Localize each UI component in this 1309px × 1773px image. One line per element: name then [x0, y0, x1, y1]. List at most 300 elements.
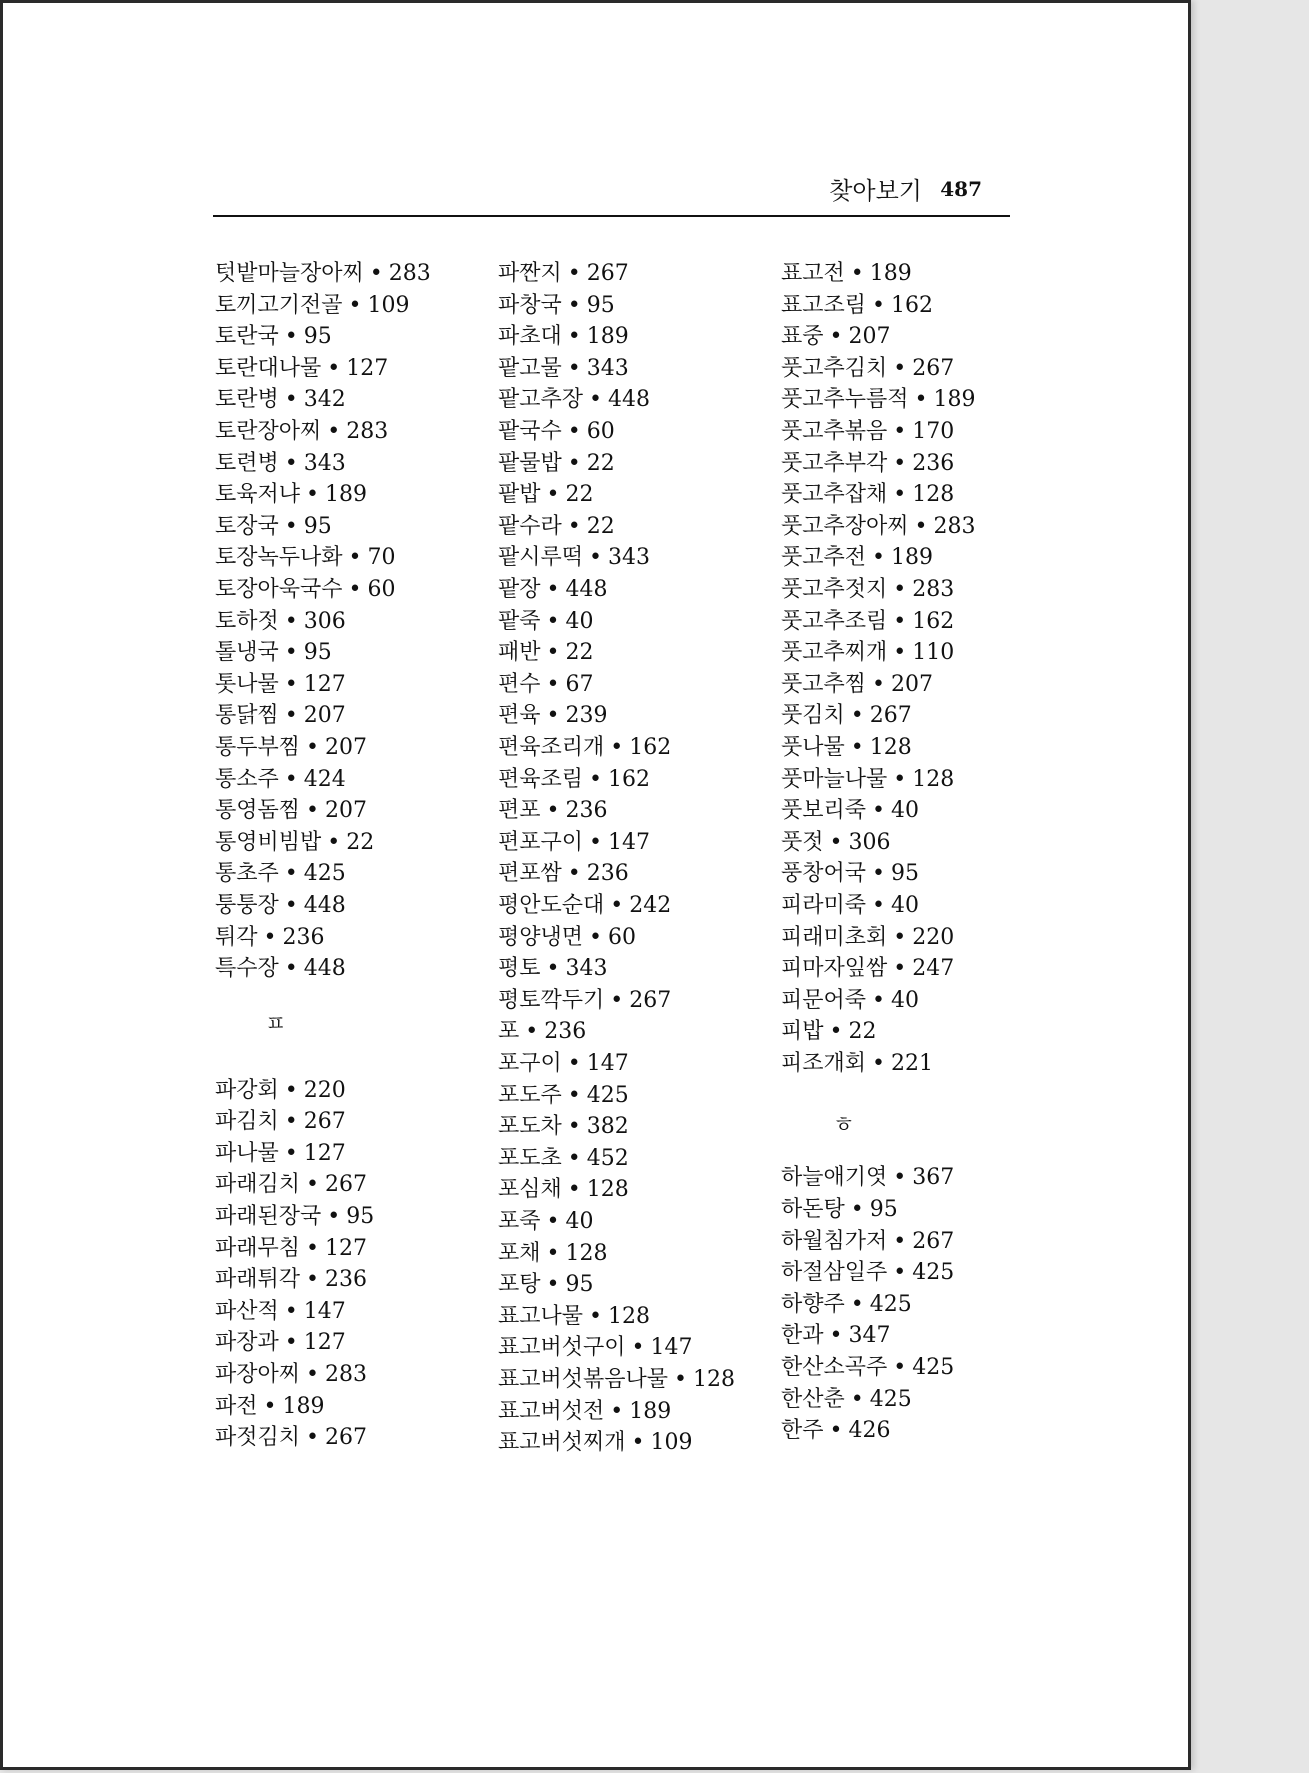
bullet-separator: •	[893, 577, 907, 602]
bullet-separator: •	[306, 1267, 319, 1293]
entry-page: 110	[912, 640, 955, 666]
entry-page: 170	[912, 419, 955, 444]
index-entry	[498, 1144, 629, 1174]
index-entry	[215, 512, 332, 542]
entry-page: 236	[565, 798, 608, 824]
bullet-separator: •	[546, 482, 560, 508]
entry-page: 267	[912, 1228, 955, 1254]
entry-name: 표고나물	[498, 1303, 584, 1329]
entry-page: 40	[891, 798, 919, 824]
index-entry	[215, 1139, 346, 1169]
entry-page: 127	[346, 355, 389, 381]
bullet-separator: •	[589, 766, 602, 792]
entry-name: 포도주	[498, 1082, 562, 1108]
entry-page: 236	[282, 924, 325, 950]
entry-page: 306	[848, 829, 891, 855]
entry-page: 448	[303, 956, 346, 982]
index-entry	[498, 1397, 671, 1427]
entry-page: 283	[933, 513, 976, 539]
entry-name: 토장아욱국수	[215, 577, 343, 602]
index-entry	[781, 1258, 954, 1288]
entry-page: 189	[586, 324, 629, 350]
entry-name: 파창국	[498, 292, 562, 318]
bullet-separator: •	[284, 387, 298, 413]
entry-name: 풋마늘나물	[781, 766, 888, 792]
entry-name: 평토	[498, 956, 541, 982]
bullet-separator: •	[546, 703, 560, 729]
index-entry	[215, 354, 388, 384]
entry-name: 하돈탕	[781, 1197, 845, 1222]
entry-name: 포도차	[498, 1114, 562, 1140]
index-entry	[498, 1365, 735, 1395]
entry-page: 247	[912, 956, 955, 982]
entry-page: 67	[565, 671, 594, 697]
entry-name: 풋고추젓지	[781, 577, 888, 602]
entry-page: 109	[650, 1430, 693, 1456]
entry-page: 220	[303, 1077, 346, 1103]
entry-page: 147	[608, 829, 650, 855]
entry-name: 표중	[781, 324, 824, 350]
entry-page: 425	[586, 1082, 629, 1108]
entry-name: 파래무침	[215, 1235, 301, 1261]
entry-page: 236	[544, 1019, 587, 1045]
index-entry	[781, 923, 954, 953]
entry-name: 파장아찌	[215, 1362, 301, 1387]
bullet-separator: •	[284, 640, 298, 666]
bullet-separator: •	[306, 735, 319, 760]
entry-name: 편수	[498, 671, 541, 697]
bullet-separator: •	[610, 735, 624, 760]
index-entry	[498, 638, 594, 668]
entry-page: 221	[891, 1051, 933, 1076]
entry-name: 피문어죽	[781, 987, 867, 1013]
index-entry	[498, 449, 615, 479]
index-entry	[781, 1416, 891, 1446]
entry-name: 팥물밥	[498, 450, 562, 476]
bullet-separator: •	[567, 1177, 581, 1203]
index-entry	[215, 670, 346, 700]
bullet-separator: •	[589, 387, 602, 413]
index-entry	[781, 701, 912, 731]
index-entry	[498, 1270, 594, 1300]
bullet-separator: •	[546, 608, 560, 634]
entry-name: 풋고추누름적	[781, 387, 909, 413]
bullet-separator: •	[850, 735, 864, 760]
index-entry	[781, 733, 912, 763]
bullet-separator: •	[872, 861, 885, 887]
entry-name: 파젓김치	[215, 1425, 301, 1451]
entry-name: 하절삼일주	[781, 1260, 888, 1286]
bullet-separator: •	[567, 513, 581, 539]
bullet-separator: •	[893, 482, 907, 508]
entry-name: 파장과	[215, 1330, 279, 1356]
entry-page: 95	[303, 513, 332, 539]
entry-page: 367	[912, 1165, 955, 1191]
entry-page: 95	[565, 1272, 594, 1298]
bullet-separator: •	[850, 1386, 864, 1412]
entry-name: 풋고추김치	[781, 355, 888, 381]
index-entry	[215, 1107, 346, 1137]
entry-page: 267	[629, 987, 672, 1013]
index-entry	[215, 1076, 346, 1106]
entry-page: 127	[303, 671, 346, 697]
entry-page: 22	[848, 1019, 877, 1045]
entry-page: 343	[565, 956, 608, 982]
entry-name: 편육조림	[498, 766, 584, 792]
entry-name: 한산소곡주	[781, 1355, 888, 1380]
entry-name: 파래된장국	[215, 1204, 322, 1229]
entry-name: 통초주	[215, 861, 279, 887]
entry-name: 포	[498, 1019, 520, 1045]
entry-page: 267	[586, 261, 629, 286]
entry-name: 통닭찜	[215, 703, 279, 729]
index-entry	[781, 1195, 898, 1225]
bullet-separator: •	[829, 829, 843, 855]
index-entry	[781, 859, 919, 889]
entry-name: 통영돔찜	[215, 798, 301, 824]
index-entry	[498, 1239, 608, 1269]
entry-name: 한과	[781, 1323, 824, 1349]
entry-name: 피밥	[781, 1019, 824, 1045]
bullet-separator: •	[306, 798, 319, 824]
index-entry	[781, 670, 933, 700]
entry-name: 팥밥	[498, 482, 541, 508]
entry-page: 127	[325, 1235, 367, 1261]
entry-page: 189	[933, 387, 976, 413]
entry-page: 347	[848, 1323, 891, 1349]
bullet-separator: •	[348, 292, 362, 318]
index-entry	[215, 1392, 325, 1422]
index-entry	[215, 1423, 367, 1453]
entry-page: 70	[367, 545, 396, 571]
entry-page: 40	[891, 987, 919, 1013]
entry-name: 표고전	[781, 261, 845, 286]
entry-name: 튀각	[215, 924, 258, 950]
entry-name: 포죽	[498, 1209, 541, 1234]
bullet-separator: •	[850, 261, 864, 286]
entry-name: 패반	[498, 640, 541, 666]
entry-name: 포도초	[498, 1145, 562, 1171]
entry-name: 피라미죽	[781, 893, 867, 918]
entry-name: 파래튀각	[215, 1267, 301, 1293]
bullet-separator: •	[610, 1398, 624, 1424]
entry-name: 표고버섯구이	[498, 1335, 626, 1361]
index-entry	[781, 1290, 912, 1320]
entry-page: 283	[346, 419, 389, 444]
bullet-separator: •	[893, 608, 907, 634]
entry-name: 파김치	[215, 1109, 279, 1135]
entry-name: 팥국수	[498, 419, 562, 444]
index-entry	[498, 607, 594, 637]
index-entry	[498, 1017, 586, 1047]
bullet-separator: •	[284, 861, 298, 887]
entry-name: 평토깍두기	[498, 987, 605, 1013]
entry-name: 파산적	[215, 1298, 279, 1324]
bullet-separator: •	[872, 987, 885, 1013]
index-entry	[498, 1175, 629, 1205]
index-entry	[781, 575, 954, 605]
index-entry	[498, 1081, 629, 1111]
header-title: 찾아보기	[829, 177, 922, 205]
entry-page: 22	[565, 482, 594, 508]
bullet-separator: •	[546, 956, 560, 982]
bullet-separator: •	[589, 924, 602, 950]
bullet-separator: •	[284, 513, 298, 539]
index-entry	[498, 670, 594, 700]
bullet-separator: •	[567, 324, 581, 350]
bullet-separator: •	[546, 640, 560, 666]
index-entry	[215, 701, 346, 731]
index-entry	[215, 1328, 346, 1358]
bullet-separator: •	[872, 893, 885, 918]
entry-name: 풋고추전	[781, 545, 867, 571]
index-entry	[781, 954, 954, 984]
bullet-separator: •	[893, 1165, 907, 1191]
entry-page: 95	[869, 1197, 898, 1222]
index-entry	[498, 1112, 629, 1142]
bullet-separator: •	[893, 1260, 907, 1286]
bullet-separator: •	[893, 450, 907, 476]
index-entry	[498, 417, 615, 447]
index-entry	[215, 1170, 367, 1200]
entry-name: 파초대	[498, 324, 562, 350]
index-entry	[215, 733, 367, 763]
entry-page: 22	[586, 513, 615, 539]
entry-page: 267	[303, 1109, 346, 1135]
entry-page: 242	[629, 893, 672, 918]
index-entry	[781, 765, 954, 795]
entry-name: 풋젓	[781, 829, 824, 855]
index-entry	[215, 259, 431, 289]
index-entry	[215, 1234, 367, 1264]
index-entry	[781, 1353, 954, 1383]
entry-page: 189	[629, 1398, 672, 1424]
entry-name: 포탕	[498, 1272, 541, 1298]
bullet-separator: •	[306, 1235, 319, 1261]
entry-name: 편육조리개	[498, 735, 605, 760]
index-entry	[781, 385, 976, 415]
bullet-separator: •	[284, 893, 298, 918]
entry-page: 22	[565, 640, 594, 666]
bullet-separator: •	[284, 1140, 298, 1166]
bullet-separator: •	[327, 355, 341, 381]
entry-page: 343	[586, 355, 629, 381]
entry-page: 267	[325, 1172, 367, 1198]
entry-page: 128	[586, 1177, 629, 1203]
index-entry	[498, 986, 671, 1016]
index-entry	[781, 796, 919, 826]
entry-name: 통두부찜	[215, 735, 301, 760]
entry-page: 239	[565, 703, 608, 729]
entry-name: 풋고추조림	[781, 608, 888, 634]
index-entry	[781, 891, 919, 921]
bullet-separator: •	[546, 1272, 560, 1298]
bullet-separator: •	[284, 1298, 298, 1324]
bullet-separator: •	[850, 703, 864, 729]
entry-name: 파전	[215, 1393, 258, 1419]
entry-name: 토장녹두나화	[215, 545, 343, 571]
bullet-separator: •	[306, 1172, 319, 1198]
entry-page: 95	[586, 292, 615, 318]
entry-page: 426	[848, 1418, 891, 1444]
entry-page: 342	[303, 387, 346, 413]
entry-name: 표고조림	[781, 292, 867, 318]
entry-page: 452	[586, 1145, 629, 1171]
entry-name: 토장국	[215, 513, 279, 539]
entry-page: 448	[608, 387, 650, 413]
entry-page: 343	[608, 545, 650, 571]
entry-name: 표고버섯찌개	[498, 1430, 626, 1456]
entry-page: 207	[891, 671, 933, 697]
index-entry	[215, 1360, 367, 1390]
index-entry	[498, 322, 629, 352]
index-entry	[498, 543, 650, 573]
entry-name: 팥시루떡	[498, 545, 584, 571]
entry-name: 편포쌈	[498, 861, 562, 887]
entry-page: 207	[848, 324, 891, 350]
section-letter: ㅍ	[265, 1011, 287, 1037]
entry-page: 267	[912, 355, 955, 381]
bullet-separator: •	[306, 1362, 319, 1387]
entry-page: 128	[565, 1240, 608, 1266]
bullet-separator: •	[546, 1240, 560, 1266]
index-entry	[781, 543, 933, 573]
entry-name: 풋고추잡채	[781, 482, 888, 508]
bullet-separator: •	[829, 1323, 843, 1349]
entry-name: 풋나물	[781, 735, 845, 760]
bullet-separator: •	[327, 1204, 341, 1229]
entry-page: 425	[912, 1355, 955, 1380]
index-entry	[781, 986, 919, 1016]
entry-name: 한주	[781, 1418, 824, 1444]
entry-page: 425	[869, 1386, 912, 1412]
bullet-separator: •	[872, 798, 885, 824]
bullet-separator: •	[306, 1425, 319, 1451]
bullet-separator: •	[567, 861, 581, 887]
bullet-separator: •	[263, 924, 277, 950]
entry-page: 236	[912, 450, 955, 476]
index-entry	[498, 1428, 693, 1458]
entry-name: 포채	[498, 1240, 541, 1266]
index-entry	[215, 322, 332, 352]
entry-page: 162	[891, 292, 933, 318]
entry-name: 하월침가저	[781, 1228, 888, 1254]
index-entry	[498, 891, 671, 921]
entry-page: 448	[565, 577, 608, 602]
entry-name: 톨냉국	[215, 640, 279, 666]
index-entry	[215, 385, 346, 415]
entry-name: 토란장아찌	[215, 419, 322, 444]
bullet-separator: •	[263, 1393, 277, 1419]
entry-page: 189	[282, 1393, 325, 1419]
entry-page: 267	[869, 703, 912, 729]
index-entry	[498, 1207, 594, 1237]
index-entry	[781, 480, 954, 510]
bullet-separator: •	[525, 1019, 539, 1045]
index-entry	[215, 828, 374, 858]
entry-page: 207	[325, 798, 367, 824]
index-entry	[215, 796, 367, 826]
bullet-separator: •	[589, 829, 602, 855]
index-entry	[781, 512, 976, 542]
page-number: 487	[940, 177, 982, 201]
index-entry	[498, 923, 636, 953]
entry-name: 표고버섯전	[498, 1398, 605, 1424]
entry-page: 425	[303, 861, 346, 887]
entry-page: 207	[303, 703, 346, 729]
entry-page: 189	[325, 482, 367, 508]
index-entry	[498, 828, 650, 858]
entry-page: 127	[303, 1140, 346, 1166]
index-entry	[498, 1302, 650, 1332]
bullet-separator: •	[284, 1109, 298, 1135]
bullet-separator: •	[284, 324, 298, 350]
bullet-separator: •	[872, 1051, 885, 1076]
entry-name: 포심채	[498, 1177, 562, 1203]
entry-name: 팥장	[498, 577, 541, 602]
bullet-separator: •	[893, 1355, 907, 1380]
bullet-separator: •	[306, 482, 319, 508]
entry-page: 283	[325, 1362, 367, 1387]
index-entry	[498, 354, 629, 384]
bullet-separator: •	[893, 419, 907, 444]
entry-page: 95	[303, 324, 332, 350]
entry-page: 40	[565, 608, 594, 634]
index-entry	[215, 291, 410, 321]
entry-page: 343	[303, 450, 346, 476]
bullet-separator: •	[567, 292, 581, 318]
bullet-separator: •	[567, 450, 581, 476]
entry-page: 128	[608, 1303, 650, 1329]
entry-page: 267	[325, 1425, 367, 1451]
index-entry	[498, 291, 615, 321]
entry-name: 피마자잎쌈	[781, 956, 888, 982]
entry-page: 40	[565, 1209, 594, 1234]
entry-page: 40	[891, 893, 919, 918]
index-entry	[781, 1321, 891, 1351]
index-entry	[215, 575, 396, 605]
index-entry	[781, 449, 954, 479]
entry-page: 128	[693, 1367, 736, 1392]
bullet-separator: •	[850, 1197, 864, 1222]
entry-name: 팥고물	[498, 355, 562, 381]
entry-page: 448	[303, 893, 346, 918]
index-entry	[781, 638, 954, 668]
index-entry	[781, 354, 954, 384]
bullet-separator: •	[284, 1077, 298, 1103]
entry-name: 하늘애기엿	[781, 1165, 888, 1191]
bullet-separator: •	[348, 545, 362, 571]
entry-name: 풋보리죽	[781, 798, 867, 824]
bullet-separator: •	[893, 924, 907, 950]
index-entry	[781, 1163, 954, 1193]
entry-name: 풋고추찌개	[781, 640, 888, 666]
entry-name: 토란대나물	[215, 355, 322, 381]
bullet-separator: •	[914, 387, 928, 413]
bullet-separator: •	[284, 671, 298, 697]
bullet-separator: •	[284, 766, 298, 792]
bullet-separator: •	[872, 292, 885, 318]
bullet-separator: •	[327, 419, 341, 444]
bullet-separator: •	[567, 1082, 581, 1108]
index-entry	[781, 1227, 954, 1257]
bullet-separator: •	[893, 640, 907, 666]
entry-page: 147	[650, 1335, 693, 1361]
entry-page: 60	[608, 924, 636, 950]
bullet-separator: •	[893, 956, 907, 982]
entry-page: 189	[869, 261, 912, 286]
entry-page: 236	[325, 1267, 367, 1293]
